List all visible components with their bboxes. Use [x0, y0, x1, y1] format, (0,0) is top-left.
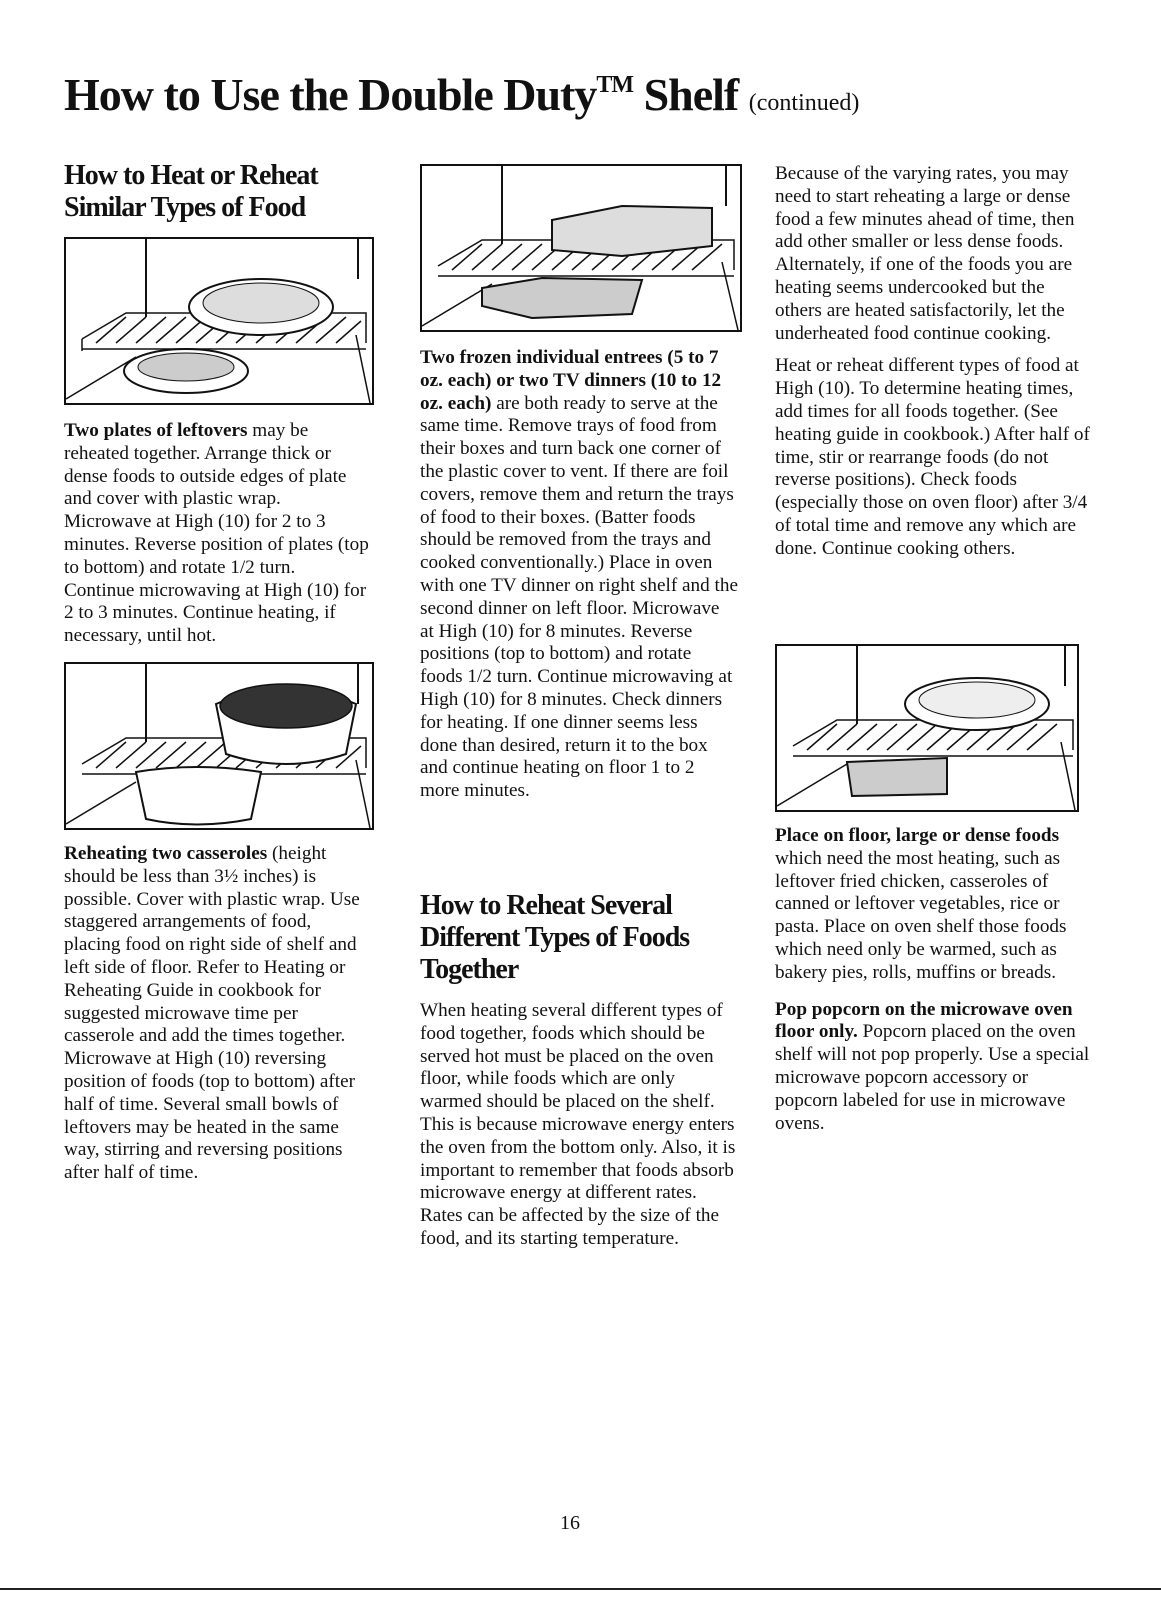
illustration-pie-and-tray: [775, 644, 1079, 812]
bold-lead: Reheating two casseroles: [64, 843, 268, 864]
illustration-two-plates: [64, 237, 374, 405]
para-two-casseroles: Reheating two casseroles (height should be less than 3½ inches) is possible. Cover with plastic wrap. Use staggered arrangements of food, placing food on right side of shelf and left side of floor. Refer to Heating or Reheating Guide in cookbook for suggested microwave time per casserole and add the times together. Microwave at High (10) reversing position of foods (top to bottom) after half of time. Several small bowls of leftovers may be heated in the same way, stirring and reversing positions after half of time.: [64, 843, 360, 1184]
trademark-symbol: TM: [596, 72, 634, 98]
para-heat-different: Heat or reheat different types of food at High (10). To determine heating times, add times for all foods together. (See heating guide in cookbook.) After half of time, stir or rearrange foods (do not reverse positions). Check foods (especially those on oven floor) after 3/4 of total time and remove any which are done. Continue cooking others.: [775, 355, 1090, 559]
para-several-types: When heating several different types of food together, foods which should be served hot must be placed on the oven floor, while foods which are only warmed should be placed on the shelf. This is because microwave energy enters the oven from the bottom only. Also, it is important to remember that foods absorb microwave energy at different rates. Rates can be affected by the size of the food, and its starting temperature.: [420, 1000, 736, 1249]
page-number: 16: [560, 1512, 580, 1534]
section-heading-several-types: How to Reheat Several Different Types of Foods Together: [420, 890, 690, 985]
section-several-types: [420, 890, 738, 1251]
continued-label: (continued): [748, 90, 860, 116]
para-varying-rates: Because of the varying rates, you may need to start reheating a large or dense food a few minutes ahead of time, then add other smaller or less dense foods. Alternately, if one of the foods you are heating seems undercooked but the others are heated satisfactorily, let the underheated food continue cooking. Heat or reheat different types of food at High (10). To determine heating times, add times for all foods together. (See heating guide in cookbook.) After half of time, stir or rearrange foods (do not reverse positions). Check foods (especially those on oven floor) after 3/4 of total time and remove any which are done. Continue cooking others.: [775, 163, 1095, 561]
bold-lead: Pop popcorn on the microwave oven floor only.: [775, 998, 1073, 1043]
para-place-on-floor: Place on floor, large or dense foods which need the most heating, such as leftover fried chicken, casseroles of canned or leftover vegetables, rice or pasta. Place on oven shelf those foods which need only be warmed, such as bakery pies, rolls, muffins or breads. Pop popcorn on the microwave oven floor only. Popcorn placed on the oven shelf will not pop properly. Use a special microwave popcorn accessory or popcorn labeled for use in microwave ovens.: [775, 825, 1095, 1135]
title-text: How to Use the Double Duty: [64, 69, 597, 120]
para-tv-dinners: Two frozen individual entrees (5 to 7 oz. each) or two TV dinners (10 to 12 oz. each) are both ready to serve at the same time. Remove trays of food from their boxes and turn back one corner of the plastic cover to vent. If there are foil covers, remove them and return the trays of food to their boxes. (Batter foods should be removed from the trays and cooked conventionally.) Place in oven with one TV dinner on right shelf and the second dinner on left floor. Microwave at High (10) for 8 minutes. Reverse positions (top to bottom) and rotate foods 1/2 turn. Continue microwaving at High (10) for 8 minutes. Check dinners for heating. If one dinner seems less done than desired, return it to the box and continue heating on floor 1 to 2 more minutes.: [420, 347, 738, 802]
title-end: Shelf: [643, 69, 739, 120]
illustration-tv-dinners: [420, 164, 742, 332]
bold-lead: Place on floor, large or dense foods: [775, 825, 1060, 846]
column-left: [64, 160, 370, 224]
bottom-rule: [0, 1588, 1161, 1590]
bold-lead: Two frozen individual entrees (5 to 7 oz. each) or two TV dinners (10 to 12 oz. each): [420, 347, 722, 414]
para-two-plates: Two plates of leftovers may be reheated together. Arrange thick or dense foods to outside edges of plate and cover with plastic wrap. Microwave at High (10) for 2 to 3 minutes. Reverse position of plates (top to bottom) and rotate 1/2 turn. Continue microwaving at High (10) for 2 to 3 minutes. Continue heating, if necessary, until hot.: [64, 420, 369, 647]
page-title: [64, 69, 860, 120]
section-heading-similar-types: How to Heat or Reheat Similar Types of Food: [64, 160, 318, 223]
bold-lead: Two plates of leftovers: [64, 420, 248, 441]
para-popcorn: Pop popcorn on the microwave oven floor only. Popcorn placed on the oven shelf will not pop properly. Use a special microwave popcorn accessory or popcorn labeled for use in microwave ovens.: [775, 998, 1090, 1134]
illustration-two-casseroles: [64, 662, 374, 830]
